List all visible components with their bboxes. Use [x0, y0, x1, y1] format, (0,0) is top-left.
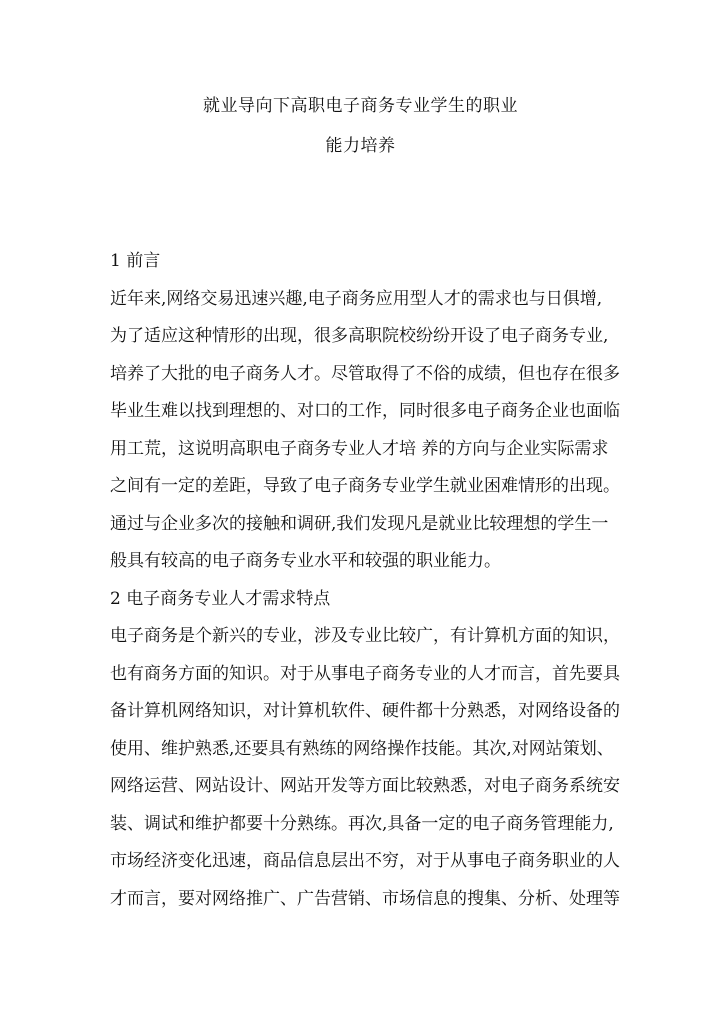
paragraph-line: 市场经济变化迅速，商品信息层出不穷，对于从事电子商务职业的人	[110, 851, 620, 871]
paragraph-line: 才而言，要对网络推广、广告营销、市场信息的搜集、分析、处理等	[110, 888, 620, 909]
document-title	[100, 88, 621, 168]
paragraph-line: 备计算机网络知识，对计算机软件、硬件都十分熟悉，对网络设备的	[110, 701, 620, 721]
title-line-1: 就业导向下高职电子商务专业学生的职业	[203, 96, 518, 116]
paragraph-line: 用工荒，这说明高职电子商务专业人才培 养的方向与企业实际需求	[110, 438, 609, 459]
paragraph-line: 使用、维护熟悉,还要具有熟练的网络操作技能。其次,对网站策划、	[110, 738, 614, 759]
paragraph-line: 网络运营、网站设计、网站开发等方面比较熟悉，对电子商务系统安	[110, 776, 620, 796]
paragraph-line: 毕业生难以找到理想的、对口的工作，同时很多电子商务企业也面临	[110, 401, 620, 421]
document-body	[110, 243, 630, 918]
paragraph-line: 电子商务是个新兴的专业，涉及专业比较广，有计算机方面的知识，	[110, 626, 620, 646]
title-line-2: 能力培养	[325, 136, 396, 156]
paragraph-line: 为了适应这种情形的出现，很多高职院校纷纷开设了电子商务专业,	[110, 326, 609, 346]
paragraph-line: 也有商务方面的知识。对于从事电子商务专业的人才而言，首先要具	[110, 663, 620, 684]
paragraph-line: 般具有较高的电子商务专业水平和较强的职业能力。	[110, 551, 501, 571]
section-heading-intro: 1 前言	[110, 251, 161, 271]
paragraph-line: 装、调试和维护都要十分熟练。再次,具备一定的电子商务管理能力,	[110, 813, 614, 834]
paragraph-line: 通过与企业多次的接触和调研,我们发现凡是就业比较理想的学生一	[110, 513, 609, 534]
section-heading-demand: 2 电子商务专业人才需求特点	[110, 588, 331, 609]
paragraph-line: 近年来,网络交易迅速兴趣,电子商务应用型人才的需求也与日俱增,	[110, 288, 603, 309]
paragraph-line: 之间有一定的差距，导致了电子商务专业学生就业困难情形的出现。	[110, 476, 620, 496]
paragraph-line: 培养了大批的电子商务人才。尽管取得了不俗的成绩，但也存在很多	[110, 363, 620, 384]
